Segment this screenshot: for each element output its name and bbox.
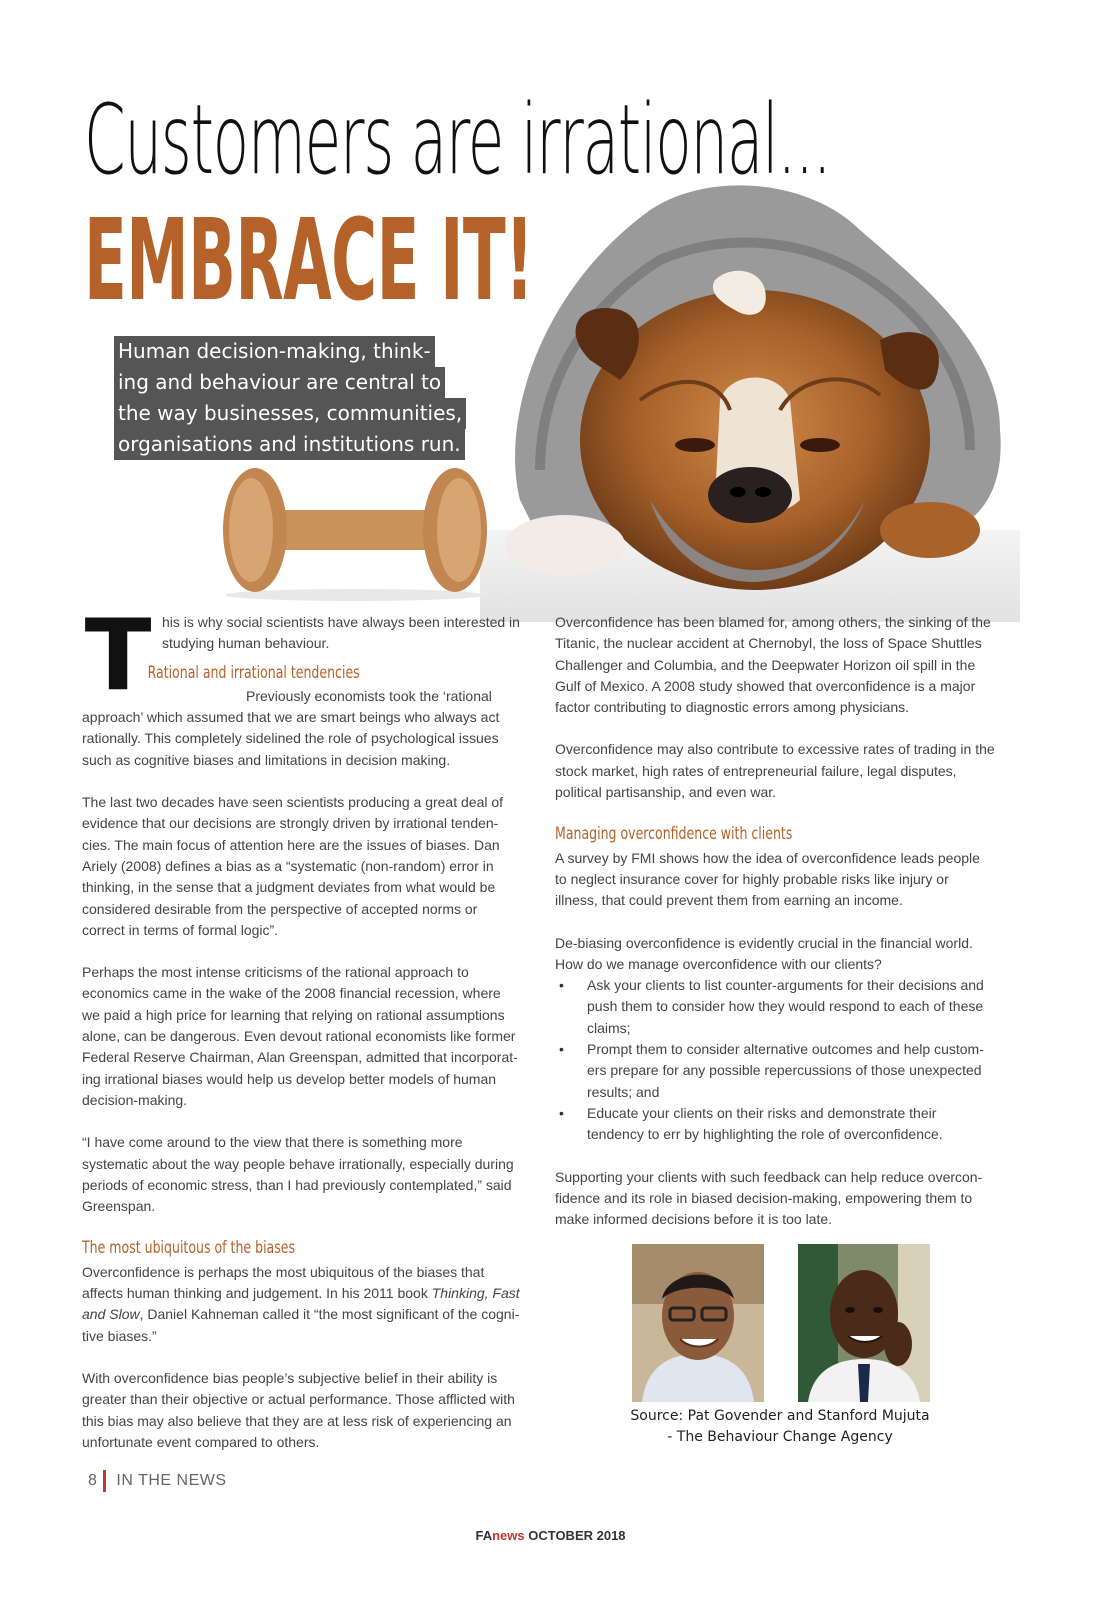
caption-line: Source: Pat Govender and Stanford Mujuta (630, 1408, 930, 1424)
section-heading: Rational and irrational tendencies (147, 662, 360, 683)
right-column (555, 612, 995, 1251)
brand-news: news (492, 1528, 525, 1543)
quote-paragraph: “I have come around to the view that there is something more systematic about the way people behave irrationally, especially during periods of economic stress, than I had previously contemplated,” said Greenspan. (82, 1134, 514, 1215)
book-title: Thinking, Fast and Slow (82, 1285, 520, 1323)
paragraph: Perhaps the most intense criticisms of the rational approach to economics came in the wake of the 2008 financial recession, where we paid a high price for learning that relying on rational assumptions alone, can be dangerous. Even devout rational economists like former Federal Reserve Chairman, Alan Greenspan, admitted that incorporat-ing irrational biases would help us develop better models of human decision-making. (82, 964, 518, 1108)
section-name: IN THE NEWS (116, 1472, 227, 1490)
list-item: • Educate your clients on their risks and demonstrate their tendency to err by highlighting the role of overconfidence. (555, 1103, 995, 1146)
bone-toy-image (215, 455, 495, 605)
paragraph: The last two decades have seen scientists producing a great deal of evidence that our decisions are strongly driven by irrational tenden-cies. The main focus of attention here are the issues of biases. Dan Ariely (2008) defines a bias as a “systematic (non-random) error in thinking, in the sense that a judgment deviates from what would be considered desirable from the perspective of accepted norms or correct in terms of formal logic”. (82, 794, 504, 938)
issue-date: OCTOBER 2018 (528, 1528, 626, 1543)
left-column (82, 599, 522, 1474)
list-item: • Prompt them to consider alternative outcomes and help custom-ers prepare for any possible repercussions of those unexpected results; and (555, 1039, 995, 1103)
opening-paragraph: his is why social scientists have always been interested in studying human behaviour. (162, 614, 520, 652)
paragraph: Overconfidence has been blamed for, among others, the sinking of the Titanic, the nuclear accident at Chernobyl, the loss of Space Shuttles Challenger and Columbia, and the Deepwater Horizon oil spill in the Gulf of Mexico. A 2008 study showed that overconfidence is a major factor contributing to diagnostic errors among physicians. (555, 614, 991, 716)
section-heading: Managing overconfidence with clients (555, 824, 793, 845)
headline: Customers are irrational... (84, 84, 831, 196)
intro-line: ing and behaviour are central to (114, 367, 445, 398)
paragraph: With overconfidence bias people’s subjective belief in their ability is greater than their objective or actual performance. Those afflicted with this bias may also believe that they are at less risk of experiencing an unfortunate event compared to others. (82, 1369, 515, 1450)
footer-divider (103, 1470, 106, 1492)
page-footer-section (88, 1470, 227, 1492)
intro-pullquote (114, 336, 474, 460)
photo-caption (600, 1406, 960, 1448)
intro-line: the way businesses, communities, (114, 398, 466, 429)
page-number: 8 (88, 1472, 98, 1490)
bulldog-photo (480, 170, 1020, 622)
brand-fa: FA (475, 1528, 493, 1543)
intro-line: Human decision-making, think- (114, 336, 435, 367)
paragraph: De-biasing overconfidence is evidently crucial in the financial world. How do we manage overconfidence with our clients? (555, 934, 973, 972)
paragraph: Previously economists took the ‘rational approach’ which assumed that we are smart beings who always act rationally. This completely sidelined the role of psychological issues such as cognitive biases and limitations in decision making. (82, 687, 500, 768)
subheadline: EMBRACE IT! (84, 196, 534, 326)
caption-line: - The Behaviour Change Agency (667, 1429, 893, 1445)
bullet-list (555, 975, 995, 1145)
publication-footer (0, 1528, 1101, 1543)
paragraph: A survey by FMI shows how the idea of overconfidence leads people to neglect insurance cover for highly probable risks like injury or illness, that could prevent them from earning an income. (555, 849, 980, 909)
paragraph: Overconfidence may also contribute to excessive rates of trading in the stock market, high rates of entrepreneurial failure, legal disputes, political partisanship, and even war. (555, 741, 995, 801)
dropcap: T (84, 599, 152, 713)
section-heading: The most ubiquitous of the biases (82, 1238, 296, 1259)
paragraph: Supporting your clients with such feedback can help reduce overcon-fidence and its role in biased decision-making, empowering them to make informed decisions before it is too late. (555, 1168, 983, 1228)
portrait-stanford-mujuta (798, 1244, 930, 1402)
portrait-pat-govender (632, 1244, 764, 1402)
paragraph: Overconfidence is perhaps the most ubiquitous of the biases that affects human thinking and judgement. In his 2011 book Thinking, Fast and Slow, Daniel Kahneman called it “the most significant of the cogni-tive biases.” (82, 1263, 520, 1344)
list-item: • Ask your clients to list counter-arguments for their decisions and push them to consider how they would respond to each of these claims; (555, 975, 995, 1039)
intro-line: organisations and institutions run. (114, 429, 465, 460)
